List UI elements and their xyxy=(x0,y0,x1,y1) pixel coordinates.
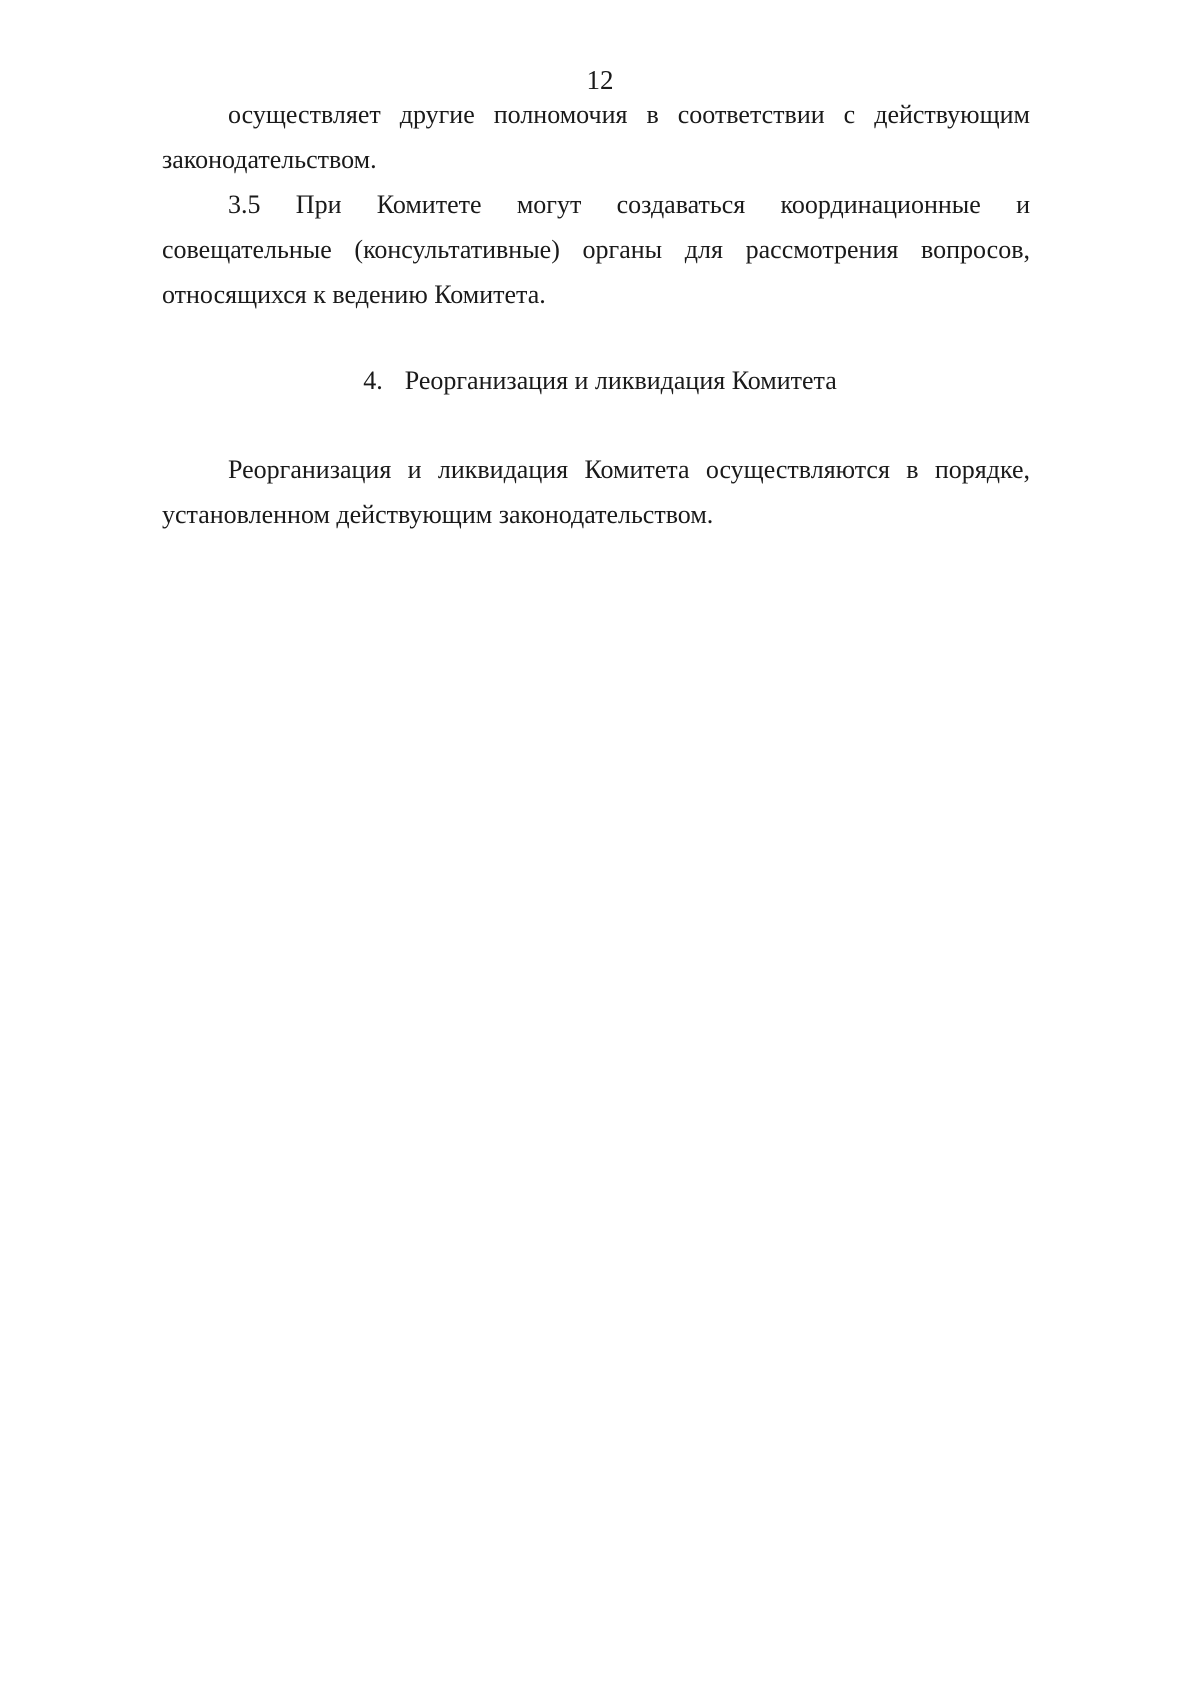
section-heading xyxy=(0,363,1200,399)
paragraph-line: Реорганизация и ликвидация Комитета осуществляются в порядке, xyxy=(228,455,1030,484)
page-number: 12 xyxy=(586,65,614,95)
section-number: 4. xyxy=(363,366,383,395)
paragraph-line: относящихся к ведению Комитета. xyxy=(162,280,546,309)
paragraph-reorganization xyxy=(162,447,1030,537)
paragraph-line: 3.5 При Комитете могут создаваться координационные и xyxy=(228,190,1030,219)
paragraph-3-5-coordination-bodies xyxy=(162,182,1030,317)
section-title: Реорганизация и ликвидация Комитета xyxy=(404,366,837,395)
paragraph-line: осуществляет другие полномочия в соответствии с действующим xyxy=(228,100,1030,129)
paragraph-line: законодательством. xyxy=(162,145,377,174)
paragraph-line: совещательные (консультативные) органы для рассмотрения вопросов, xyxy=(162,235,1030,264)
paragraph-line: установленном действующим законодательством. xyxy=(162,500,714,529)
paragraph-other-powers xyxy=(162,92,1030,182)
